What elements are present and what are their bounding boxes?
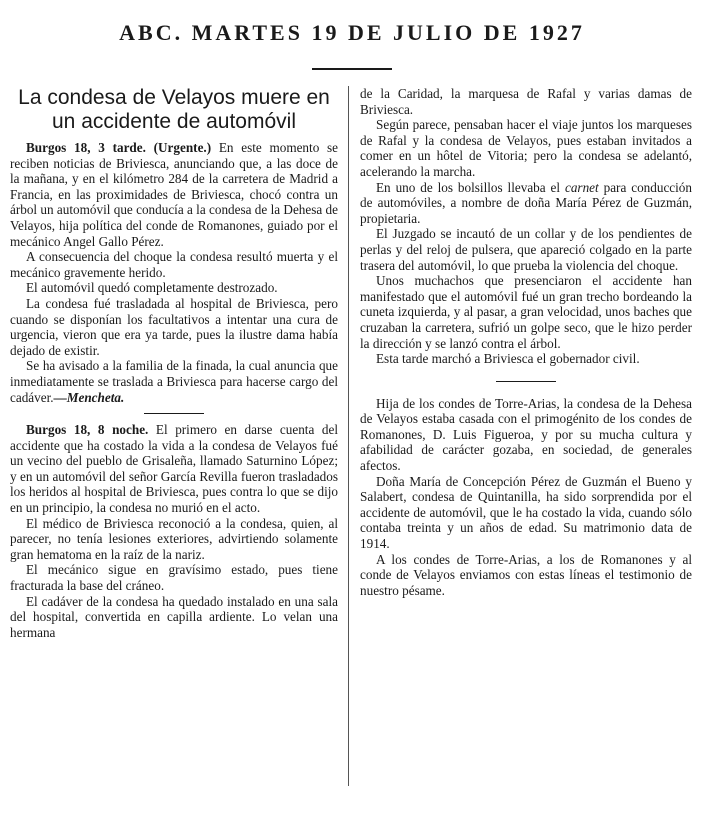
paragraph-r4: El Juzgado se incautó de un collar y de los pendientes de perlas y del reloj de pulsera, que apareció colgado en la parte trasera del automóvil, lo que prueba la violencia del choque. [360,226,692,273]
signature: —Mencheta. [53,389,125,405]
newspaper-masthead: ABC. MARTES 19 DE JULIO DE 1927 [119,20,585,45]
section-separator-right [496,381,556,382]
paragraph-1 [10,140,338,249]
dateline-2: Burgos 18, 8 noche. [26,422,149,438]
article-title: La condesa de Velayos muere en un accidente de automóvil [18,86,330,133]
paragraph-4: La condesa fué trasladada al hospital de Briviesca, pero cuando se disponían los facultativos a intentar una cura de urgencia, vieron que era ya tarde, pues la ilustre dama había dejado de existir. [10,295,338,358]
paragraph-6 [10,422,338,516]
carnet-word: carnet [564,179,599,195]
paragraph-r9: A los condes de Torre-Arias, a los de Romanones y al conde de Velayos enviamos con estas líneas el testimonio de nuestro pésame. [360,551,692,598]
paragraph-6-text: El primero en darse cuenta del accidente que ha costado la vida a la condesa de Velayos fué un vecino del pueblo de Grisaleña, llamado Saturnino López; y en un automóvil del señor García Revilla fueron trasladados los heridos al hospital de Briviesca, pues contra lo que se dijo en un principio, la condesa no murió en el acto. [10,422,338,516]
paragraph-r6: Esta tarde marchó a Briviesca el gobernador civil. [376,351,640,367]
paragraph-r3-text-a: En uno de los bolsillos llevaba el [376,179,565,195]
paragraph-1-text: En este momento se reciben noticias de Briviesca, anunciando que, a las doce de la mañana, y en el kilómetro 284 de la carretera de Madrid a Francia, en las proximidades de Briviesca, chocó contra un árbol un automóvil que conducía a la condesa de la Dehesa de Velayos, hija política del conde de Romanones, guiado por el mecánico Angel Gallo Pérez. [10,140,339,249]
section-separator [144,413,204,414]
paragraph-r5: Unos muchachos que presenciaron el accidente han manifestado que el automóvil fué un gran trecho bordeando la cuneta izquierda, y al pasar, a gran velocidad, unos baches que cruzaban la carretera, sufrió un golpe seco, que le hizo perder la dirección y se lanzó contra el árbol. [360,273,692,351]
paragraph-2: A consecuencia del choque la condesa resultó muerta y el mecánico gravemente herido. [10,249,338,280]
paragraph-r3-text-b: para conducción de automóviles, a nombre de doña María Pérez de Guzmán, propietaria. [360,179,692,226]
paragraph-3: El automóvil quedó completamente destrozado. [26,280,278,296]
paragraph-5 [10,358,338,405]
dateline-1: Burgos 18, 3 tarde. (Urgente.) [26,140,212,155]
paragraph-8: El mecánico sigue en gravísimo estado, pues tiene fracturada la base del cráneo. [10,562,338,594]
paragraph-r8: Doña María de Concepción Pérez de Guzmán el Bueno y Salabert, condesa de Quintanilla, ha sido sorprendida por el accidente de automóvil, que le ha costado la vida, cuando sólo contaba treinta y un años de edad. Su matrimonio data de 1914. [360,473,692,552]
right-column [360,86,692,598]
paragraph-9: El cadáver de la condesa ha quedado instalado en una sala del hospital, convertida en capilla ardiente. Lo velan una hermana [10,593,338,640]
left-column [10,86,338,640]
paragraph-r1: de la Caridad, la marquesa de Rafal y varias damas de Briviesca. [360,86,692,117]
masthead-rule [312,68,392,70]
paragraph-r2: Según parece, pensaban hacer el viaje juntos los marqueses de Rafal y la condesa de Velayos, pues estaban invitados a comer en un hôtel de Vitoria; pero la condesa se adelantó, acelerando la marcha. [360,117,692,179]
column-divider [348,86,349,786]
paragraph-7: El médico de Briviesca reconoció a la condesa, quien, al parecer, no tenía lesiones exteriores, advirtiendo solamente gran hematoma en la raíz de la nariz. [10,515,338,562]
paragraph-5-text: Se ha avisado a la familia de la finada, la cual anuncia que inmediatamente se traslada a Briviesca para hacerse cargo del cadáver. [10,358,338,405]
paragraph-r7: Hija de los condes de Torre-Arias, la condesa de la Dehesa de Velayos estaba casada con el primogénito de los condes de Romanones, D. Luis Figueroa, y por su mucha cultura y afabilidad de carácter gozaba, en sociedad, de generales afectos. [360,395,692,474]
paragraph-r3 [360,180,692,227]
